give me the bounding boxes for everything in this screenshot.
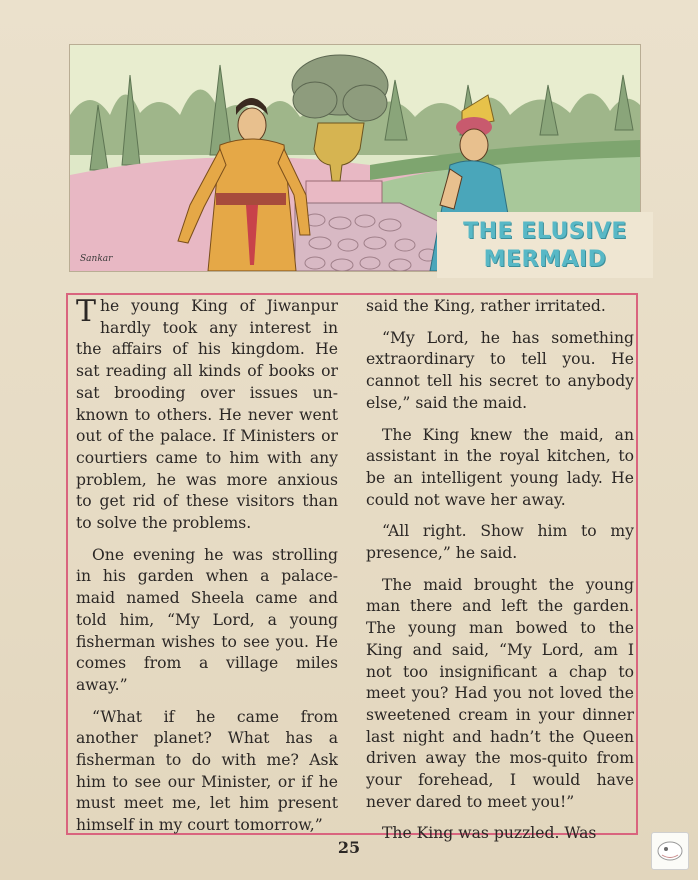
paragraph: “All right. Show him to my presence,” he said. [366,522,634,563]
paragraph: “My Lord, he has something extraordinary to tell you. He cannot tell his secret to anybody else,” said the maid. [366,328,634,412]
paragraph [76,296,338,535]
paragraph: The maid brought the young man there and left the garden. The young man bowed to the King and said, “My Lord, am I not too insignificant a chap to meet you? Had you not loved the sweetened cream in your dinner last night and hadn’t the Queen driven away the mos-quito from your forehead, I would have never dared to meet you!” [366,575,634,811]
page-number: 25 [337,838,361,857]
title-line-1: THE ELUSIVE [463,219,627,244]
paragraph: One evening he was strolling in his garden when a palace-maid named Sheela came and told him, “My Lord, a young fisherman wishes to see you. He comes from a village miles away.” [76,545,338,694]
paragraph-text: he young King of Jiwanpur hardly took any interest in the affairs of his kingdom. He sat reading all kinds of books or sat brooding over issues un-known to others. He never went out of the palace. If Ministers or courtiers came to him with any problem, he was more anxious to get rid of these visitors than to solve the problems. [76,297,338,533]
paragraph: The King was puzzled. Was [382,824,597,843]
title-line-2: MERMAID [483,247,607,272]
publisher-logo-icon [651,832,689,870]
paragraph: The King knew the maid, an assistant in the royal kitchen, to be an intelligent young lady. He could not wave her away. [366,425,634,509]
artist-signature: Sankar [80,254,113,264]
right-column [366,296,634,855]
paragraph: “What if he came from another planet? What has a fisherman to do with me? Ask him to see our Minister, or if he must meet me, let him present himself in my court tomorrow,” [76,707,338,835]
story-title [440,218,650,274]
left-column [76,296,338,847]
drop-cap: T [76,294,97,329]
paragraph: said the King, rather irritated. [366,297,606,315]
